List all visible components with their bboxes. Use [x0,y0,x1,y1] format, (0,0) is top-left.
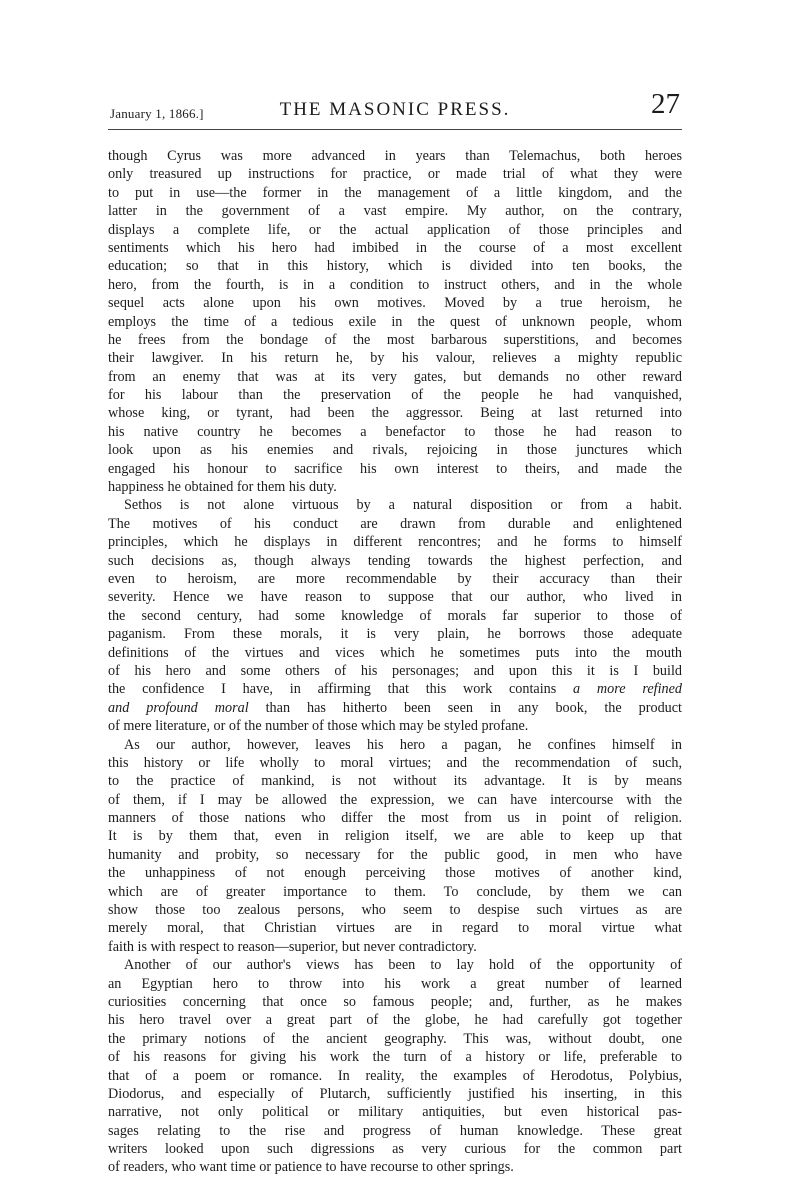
italic-phrase: a more refined [573,681,683,698]
line-text: this history or life wholly to moral virtues; and the recommendation of such, [108,754,682,771]
line-text: the unhappiness of not enough perceiving those motives of another kind, [108,865,682,882]
text-line [108,938,682,956]
line-text: than has hitherto been seen in any book, the product [248,699,682,716]
text-line [108,1067,682,1085]
text-line [108,588,682,606]
text-line [108,1122,682,1140]
text-line [108,276,682,294]
line-text: happiness he obtained for them his duty. [108,479,337,496]
text-line [108,202,682,220]
line-text: writers looked upon such digressions as very curious for the common part [108,1141,682,1158]
text-line [108,239,682,257]
line-text: definitions of the virtues and vices which he sometimes puts into the mouth [108,644,682,661]
line-text: of his hero and some others of his personages; and upon this it is I build [108,662,682,679]
text-line [108,791,682,809]
text-line [108,1085,682,1103]
line-text: though Cyrus was more advanced in years than Telemachus, both heroes [108,148,682,164]
text-line [108,883,682,901]
line-text: his native country he becomes a benefactor to those he had reason to [108,423,682,440]
line-text: The motives of his conduct are drawn from durable and enlightened [108,515,682,532]
publication-title: THE MASONIC PRESS. [279,99,511,120]
page-number: 27 [651,88,680,120]
header-rule [108,129,682,130]
line-text: that of a poem or romance. In reality, the examples of Herodotus, Polybius, [108,1067,682,1084]
line-text: sequel acts alone upon his own motives. Moved by a true heroism, he [108,295,682,312]
text-line [108,257,682,275]
text-line [108,1048,682,1066]
running-head [108,88,682,126]
line-text: As our author, however, leaves his hero a pagan, he confines himself in [124,736,682,753]
line-text: employs the time of a tedious exile in the quest of unknown people, whom [108,313,682,330]
line-text: he frees from the bondage of the most barbarous superstitions, and becomes [108,331,682,348]
line-text: sentiments which his hero had imbibed in the course of a most excellent [108,239,682,256]
text-line [108,901,682,919]
italic-phrase: and profound moral [108,699,249,716]
line-text: displays a complete life, or the actual application of those principles and [108,221,682,238]
text-line [108,478,682,496]
line-text: humanity and probity, so necessary for the public good, in men who have [108,846,682,863]
line-text: engaged his honour to sacrifice his own interest to theirs, and made the [108,460,682,477]
line-text: narrative, not only political or military antiquities, but even historical pas- [108,1104,682,1121]
text-line [108,515,682,533]
issue-date: January 1, 1866.] [110,106,204,121]
line-text: Diodorus, and especially of Plutarch, sufficiently justified his inserting, in this [108,1085,682,1102]
line-text: of them, if I may be allowed the expression, we can have intercourse with the [108,791,682,808]
text-line [108,552,682,570]
text-line [108,846,682,864]
text-line [108,368,682,386]
line-text: manners of those nations who differ the most from us in point of religion. [108,810,682,827]
text-line [108,1011,682,1029]
text-line [108,165,682,183]
line-text: paganism. From these morals, it is very plain, he borrows those adequate [108,626,682,643]
text-line [108,441,682,459]
line-text: the second century, had some knowledge of morals far superior to those of [108,607,682,624]
text-line [108,699,682,717]
text-line [108,736,682,754]
line-text: his hero travel over a great part of the globe, he had carefully got together [108,1012,682,1029]
text-line [108,1158,682,1176]
text-line [108,809,682,827]
line-text: of readers, who want time or patience to have recourse to other springs. [108,1159,514,1176]
text-line [108,919,682,937]
text-line [108,386,682,404]
text-line [108,644,682,662]
text-line [108,956,682,974]
line-text: only treasured up instructions for practice, or made trial of what they were [108,166,682,183]
text-line [108,533,682,551]
line-text: such decisions as, though always tending towards the highest perfection, and [108,552,682,569]
line-text: the primary notions of the ancient geography. This was, without doubt, one [108,1030,682,1047]
line-text: to put in use—the former in the management of a little kingdom, and the [108,184,682,201]
line-text: of his reasons for giving his work the turn of a history or life, preferable to [108,1049,682,1066]
text-line [108,607,682,625]
text-line [108,827,682,845]
text-line [108,993,682,1011]
text-line [108,717,682,735]
text-line [108,680,682,698]
text-line [108,975,682,993]
line-text: show those too zealous persons, who seem to despise such virtues as are [108,902,682,919]
line-text: look upon as his enemies and rivals, rejoicing in those junctures which [108,442,682,459]
text-line [108,496,682,514]
text-line [108,570,682,588]
line-text: an Egyptian hero to throw into his work a great number of learned [108,975,682,992]
line-text: latter in the government of a vast empire. My author, on the contrary, [108,203,682,220]
line-text: sages relating to the rise and progress of human knowledge. These great [108,1122,682,1139]
text-line [108,864,682,882]
line-text: even to heroism, are more recommendable by their accuracy than their [108,570,682,587]
text-line [108,423,682,441]
line-text: Sethos is not alone virtuous by a natural disposition or from a habit. [124,497,682,514]
text-line [108,221,682,239]
text-line [108,1140,682,1158]
text-line [108,460,682,478]
text-line [108,404,682,422]
text-line [108,625,682,643]
text-line [108,349,682,367]
line-text: hero, from the fourth, is in a condition to instruct others, and in the whole [108,276,682,293]
line-text: faith is with respect to reason—superior, but never contradictory. [108,938,477,955]
line-text: education; so that in this history, which is divided into ten books, the [108,258,682,275]
text-line [108,1030,682,1048]
line-text: curiosities concerning that once so famous people; and, further, as he makes [108,993,682,1010]
text-line [108,662,682,680]
text-line [108,772,682,790]
text-line [108,147,682,165]
line-text: from an enemy that was at its very gates, but demands no other reward [108,368,682,385]
text-line [108,1103,682,1121]
line-text: severity. Hence we have reason to suppose that our author, who lived in [108,589,682,606]
line-text: for his labour than the preservation of the people he had vanquished, [108,387,682,404]
text-line [108,294,682,312]
line-text: principles, which he displays in different rencontres; and he forms to himself [108,534,682,551]
line-text: to the practice of mankind, is not without its advantage. It is by means [108,773,682,790]
line-text: merely moral, that Christian virtues are in regard to moral virtue what [108,920,682,937]
line-text: Another of our author's views has been to lay hold of the opportunity of [124,957,682,974]
line-text: whose king, or tyrant, had been the aggressor. Being at last returned into [108,405,682,422]
line-text: of mere literature, or of the number of those which may be styled profane. [108,718,529,735]
line-text: which are of greater importance to them. To conclude, by them we can [108,883,682,900]
text-line [108,184,682,202]
line-text: the confidence I have, in affirming that this work contains [108,681,574,698]
line-text: It is by them that, even in religion itself, we are able to keep up that [108,828,682,845]
text-line [108,331,682,349]
article-text [108,147,682,1177]
line-text: their lawgiver. In his return he, by his valour, relieves a mighty republic [108,350,682,367]
text-line [108,754,682,772]
text-line [108,313,682,331]
